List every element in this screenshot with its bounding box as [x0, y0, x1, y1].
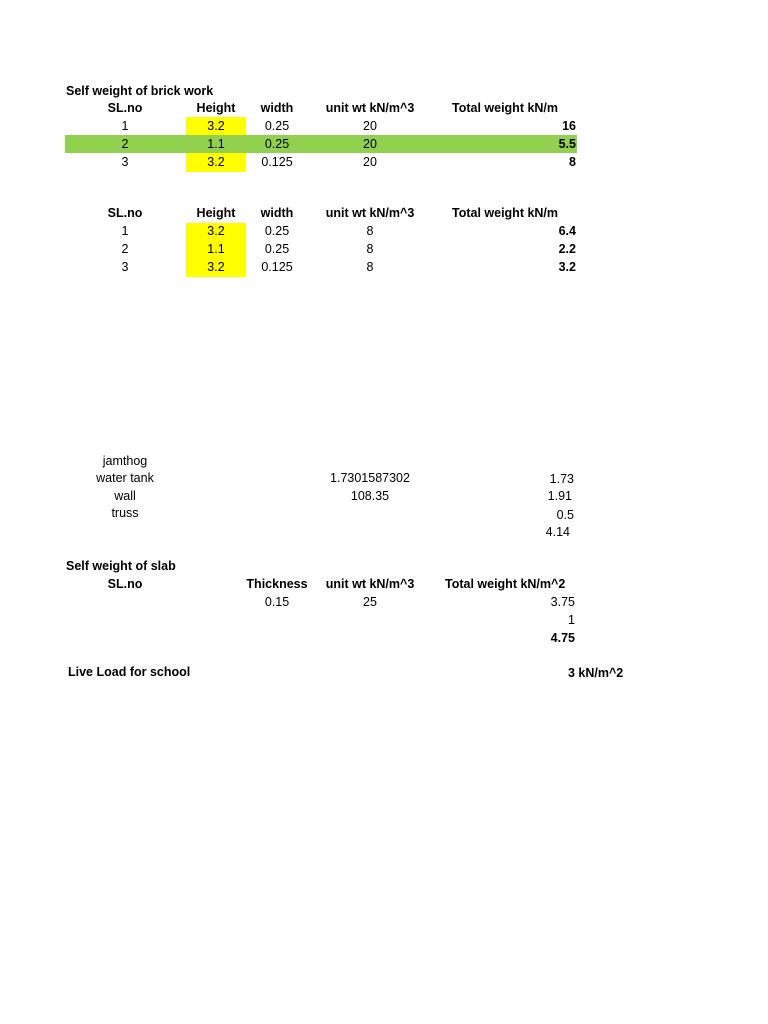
cell-total: 3.75 [550, 595, 575, 609]
col-header-height: Height [196, 101, 236, 115]
cell-slno: 2 [121, 137, 129, 151]
cell-width: 0.25 [264, 137, 290, 151]
slab-title: Self weight of slab [66, 559, 176, 573]
col-header-slno: SL.no [107, 577, 143, 591]
slab-extra-load: 1 [568, 613, 575, 627]
jamthog-total: 1.91 [547, 489, 572, 503]
cell-thickness: 0.15 [264, 595, 290, 609]
cell-unit-wt: 8 [366, 260, 374, 274]
jamthog-label: water tank [96, 471, 154, 485]
cell-slno: 3 [121, 155, 129, 169]
cell-height: 3.2 [207, 155, 225, 169]
cell-slno: 3 [121, 260, 129, 274]
col-header-total: Total weight kN/m^2 [445, 577, 566, 591]
col-header-unit-wt: unit wt kN/m^3 [325, 577, 415, 591]
cell-height: 1.1 [207, 242, 225, 256]
col-header-thickness: Thickness [246, 577, 308, 591]
cell-slno: 1 [121, 224, 129, 238]
jamthog-total: 0.5 [556, 508, 574, 522]
cell-total: 6.4 [558, 224, 576, 238]
col-header-unit-wt: unit wt kN/m^3 [325, 206, 415, 220]
slab-sum: 4.75 [550, 631, 575, 645]
col-header-unit-wt: unit wt kN/m^3 [325, 101, 415, 115]
cell-width: 0.25 [264, 119, 290, 133]
col-header-width: width [260, 101, 294, 115]
jamthog-total: 1.73 [549, 472, 574, 486]
col-header-total: Total weight kN/m [452, 101, 559, 115]
jamthog-label: truss [111, 506, 139, 520]
jamthog-label: wall [114, 489, 136, 503]
col-header-height: Height [196, 206, 236, 220]
cell-total: 8 [569, 155, 576, 169]
jamthog-value: 1.7301587302 [330, 471, 410, 485]
cell-height: 1.1 [207, 137, 225, 151]
jamthog-sum: 4.14 [545, 525, 570, 539]
cell-unit-wt: 8 [366, 242, 374, 256]
cell-unit-wt: 25 [363, 595, 377, 609]
cell-width: 0.25 [264, 224, 290, 238]
cell-height: 3.2 [207, 224, 225, 238]
col-header-width: width [260, 206, 294, 220]
cell-total: 3.2 [558, 260, 576, 274]
cell-height: 3.2 [207, 260, 225, 274]
cell-unit-wt: 8 [366, 224, 374, 238]
cell-unit-wt: 20 [363, 119, 377, 133]
jamthog-title: jamthog [102, 454, 148, 468]
cell-total: 16 [562, 119, 576, 133]
cell-unit-wt: 20 [363, 155, 377, 169]
live-load-label: Live Load for school [68, 665, 191, 679]
cell-height: 3.2 [207, 119, 225, 133]
cell-width: 0.25 [264, 242, 290, 256]
brickwork-title: Self weight of brick work [66, 84, 214, 98]
col-header-total: Total weight kN/m [452, 206, 559, 220]
cell-total: 5.5 [558, 137, 576, 151]
cell-total: 2.2 [558, 242, 576, 256]
col-header-slno: SL.no [107, 101, 143, 115]
col-header-slno: SL.no [107, 206, 143, 220]
cell-slno: 1 [121, 119, 129, 133]
cell-width: 0.125 [261, 155, 293, 169]
jamthog-value: 108.35 [350, 489, 390, 503]
cell-slno: 2 [121, 242, 129, 256]
cell-unit-wt: 20 [363, 137, 377, 151]
cell-width: 0.125 [261, 260, 293, 274]
live-load-value: 3 kN/m^2 [568, 666, 624, 680]
